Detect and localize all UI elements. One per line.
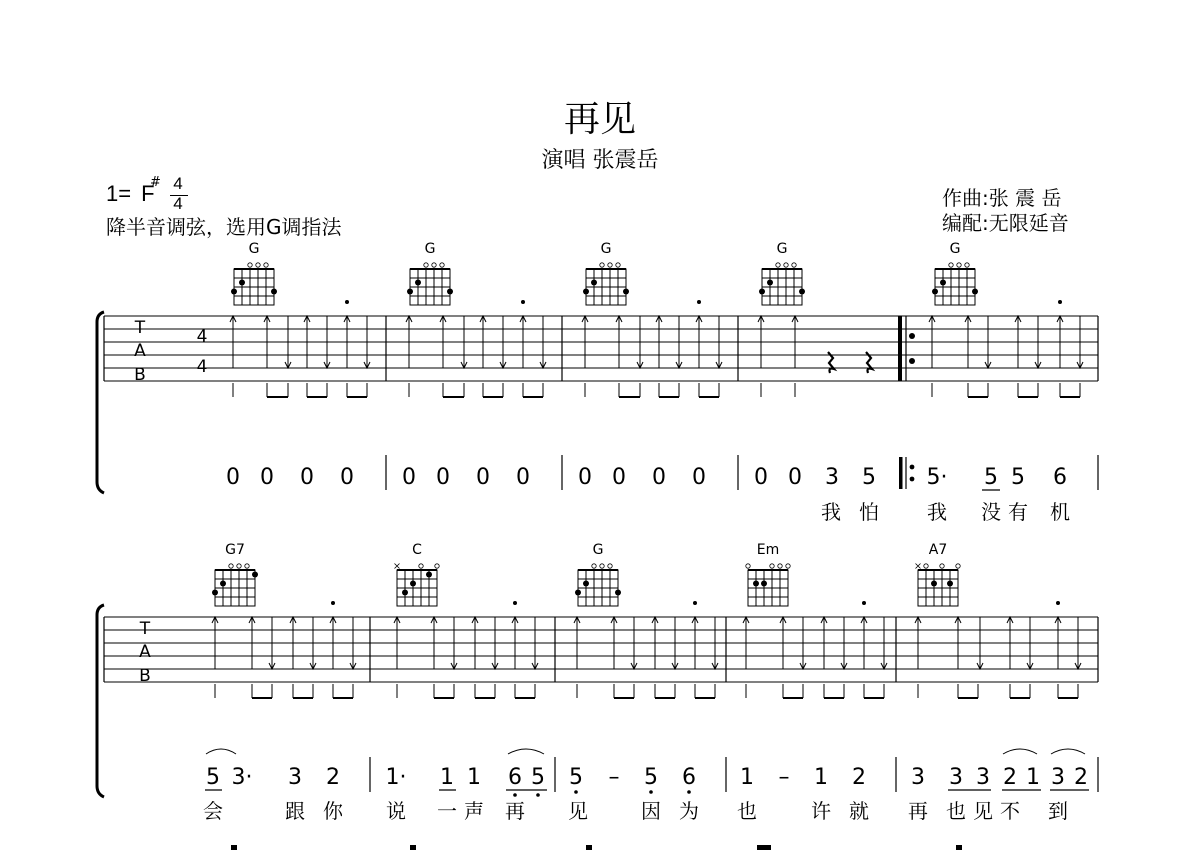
repeat-start-sign <box>898 316 915 381</box>
lyric: 也 <box>946 799 966 823</box>
jianpu-note: 0 <box>516 465 530 490</box>
open-string-mark <box>924 564 928 568</box>
barlines <box>104 316 1098 381</box>
chord-dot <box>415 280 421 286</box>
chord-dot <box>931 581 937 587</box>
chord-diagrams <box>212 542 960 606</box>
jianpu-note: 1 <box>440 765 454 790</box>
chord-dot <box>252 572 258 578</box>
staccato-dot <box>697 300 701 304</box>
chord-dot <box>932 289 938 295</box>
staccato-dot <box>1056 601 1060 605</box>
open-string-mark <box>746 564 750 568</box>
staccato-dot <box>513 601 517 605</box>
strum-pattern <box>212 601 1081 698</box>
muted-string-mark <box>916 564 921 569</box>
jianpu-note: 0 <box>612 465 626 490</box>
jianpu-note: 3 <box>825 465 839 490</box>
chord-dot <box>972 289 978 295</box>
system-1 <box>97 241 1098 524</box>
staccato-dot <box>693 601 697 605</box>
time-signature-bottom: 4 <box>173 194 183 213</box>
lyric: 就 <box>849 799 869 823</box>
lyrics-line <box>203 799 1068 823</box>
chord-dot <box>220 581 226 587</box>
chord-name: G <box>424 241 436 257</box>
tab-staff <box>104 617 1098 682</box>
open-string-mark <box>432 263 436 267</box>
chord-dot <box>591 280 597 286</box>
tie-arc <box>508 749 544 754</box>
chord-dot <box>271 289 277 295</box>
system-2 <box>97 542 1098 823</box>
chord-name: Em <box>756 542 780 558</box>
open-string-mark <box>778 564 782 568</box>
jianpu-note: 3 <box>949 765 963 790</box>
chord-dot <box>767 280 773 286</box>
jianpu-note: 1· <box>385 765 407 790</box>
open-string-mark <box>435 564 439 568</box>
jianpu-note: 5 <box>644 765 658 790</box>
jianpu-note: 1 <box>1026 765 1040 790</box>
chord-dot <box>402 590 408 596</box>
staccato-dot <box>331 601 335 605</box>
jianpu-note: 5· <box>926 465 948 490</box>
lyric: 声 <box>464 799 484 823</box>
jianpu-note: 2 <box>326 765 340 790</box>
open-string-mark <box>957 263 961 267</box>
jianpu-note: 0 <box>476 465 490 490</box>
jianpu-note: 0 <box>692 465 706 490</box>
low-octave-dot <box>513 793 517 797</box>
chord-dot <box>583 581 589 587</box>
open-string-mark <box>256 263 260 267</box>
song-title: 再见 <box>563 99 636 140</box>
jianpu-note: 2 <box>852 765 866 790</box>
jianpu-note: 0 <box>300 465 314 490</box>
lyric: 会 <box>203 799 223 823</box>
jianpu-note: – <box>608 765 620 790</box>
open-string-mark <box>940 564 944 568</box>
staccato-dot <box>862 601 866 605</box>
performer-line: 演唱 张震岳 <box>541 148 659 173</box>
chord-dot <box>231 289 237 295</box>
jianpu-note: 1 <box>814 765 828 790</box>
lyric: 我 <box>821 500 841 524</box>
lyric: 不 <box>1000 799 1020 823</box>
chord-dot <box>239 280 245 286</box>
jianpu-note: 3 <box>976 765 990 790</box>
chord-dot <box>615 590 621 596</box>
open-string-mark <box>600 564 604 568</box>
low-octave-dot <box>687 790 691 794</box>
time-signature-top: 4 <box>173 174 183 193</box>
jianpu-note: 1 <box>467 765 481 790</box>
jianpu-note: – <box>778 765 790 790</box>
chord-name: G <box>776 241 788 257</box>
system-brace <box>97 605 104 797</box>
jianpu-note: 5 <box>862 465 876 490</box>
lyric: 再 <box>908 799 928 823</box>
muted-string-mark <box>395 564 400 569</box>
jianpu-note: 0 <box>260 465 274 490</box>
low-octave-dot <box>536 793 540 797</box>
lyric: 没 <box>981 500 1001 524</box>
tab-letter-a: A <box>139 642 151 662</box>
tie-arc <box>1003 749 1037 754</box>
jianpu-note: 0 <box>578 465 592 490</box>
lyric: 为 <box>679 799 699 823</box>
open-string-mark <box>424 263 428 267</box>
open-string-mark <box>786 564 790 568</box>
strum-pattern <box>230 300 1083 397</box>
staff-time-top: 4 <box>196 327 208 347</box>
open-string-mark <box>592 564 596 568</box>
lyric: 到 <box>1048 799 1068 823</box>
lyric: 说 <box>386 799 406 823</box>
open-string-mark <box>600 263 604 267</box>
jianpu-note: 0 <box>226 465 240 490</box>
chord-dot <box>575 590 581 596</box>
jianpu-note: 1 <box>740 765 754 790</box>
jianpu-note: 6 <box>1053 465 1067 490</box>
open-string-mark <box>264 263 268 267</box>
chord-dot <box>753 581 759 587</box>
lyric: 怕 <box>859 500 879 524</box>
jianpu-note: 3 <box>1051 765 1065 790</box>
tab-letter-t: T <box>134 318 146 338</box>
chord-dot <box>426 572 432 578</box>
open-string-mark <box>608 263 612 267</box>
open-string-mark <box>949 263 953 267</box>
open-string-mark <box>229 564 233 568</box>
chord-dot <box>410 581 416 587</box>
arranger-credit: 编配:无限延音 <box>942 211 1069 235</box>
lyric: 许 <box>811 799 831 823</box>
open-string-mark <box>248 263 252 267</box>
open-string-mark <box>419 564 423 568</box>
low-octave-dot <box>574 790 578 794</box>
tab-letter-t: T <box>139 619 151 639</box>
lyric: 你 <box>323 799 343 823</box>
jianpu-note: 5 <box>531 765 545 790</box>
jianpu-note: 3· <box>231 765 253 790</box>
chord-name: G <box>592 542 604 558</box>
lyric: 跟 <box>285 799 305 823</box>
jianpu-note: 0 <box>788 465 802 490</box>
chord-dot <box>623 289 629 295</box>
jianpu-note: 6 <box>508 765 522 790</box>
tuning-note: 降半音调弦，选用G调指法 <box>106 215 342 239</box>
tie-arc <box>1051 749 1085 754</box>
chord-dot <box>761 581 767 587</box>
chord-name: C <box>412 542 422 558</box>
lyric: 见 <box>973 799 993 823</box>
jianpu-note: 0 <box>652 465 666 490</box>
open-string-mark <box>616 263 620 267</box>
jianpu-note: 0 <box>754 465 768 490</box>
chord-name: A7 <box>928 542 948 558</box>
chord-dot <box>947 581 953 587</box>
chord-dot <box>799 289 805 295</box>
open-string-mark <box>965 263 969 267</box>
tab-letter-b: B <box>134 365 146 385</box>
jianpu-note: 0 <box>436 465 450 490</box>
next-system-chords <box>231 845 962 850</box>
jianpu-note: 5 <box>1011 465 1025 490</box>
lyric: 我 <box>927 500 947 524</box>
open-string-mark <box>245 564 249 568</box>
staccato-dot <box>1058 300 1062 304</box>
barlines <box>104 617 1098 682</box>
jianpu-note: 2 <box>1074 765 1088 790</box>
lyric: 一 <box>437 799 457 823</box>
staccato-dot <box>345 300 349 304</box>
jianpu-note: 3 <box>288 765 302 790</box>
jianpu-note: 6 <box>682 765 696 790</box>
tab-staff <box>104 316 1098 381</box>
open-string-mark <box>608 564 612 568</box>
open-string-mark <box>784 263 788 267</box>
chord-name: G <box>248 241 260 257</box>
jianpu-note: 5 <box>206 765 220 790</box>
staff-time-bottom: 4 <box>196 357 208 377</box>
chord-diagrams <box>231 241 978 305</box>
chord-name: G <box>949 241 961 257</box>
jianpu-note: 5 <box>569 765 583 790</box>
chord-dot <box>940 280 946 286</box>
tab-letter-a: A <box>134 341 146 361</box>
lyric: 再 <box>505 799 525 823</box>
lyric: 因 <box>641 799 661 823</box>
sharp-symbol: # <box>150 175 161 190</box>
staccato-dot <box>521 300 525 304</box>
tab-letter-b: B <box>139 666 151 686</box>
key-prefix: 1= <box>106 181 132 206</box>
open-string-mark <box>440 263 444 267</box>
chord-dot <box>447 289 453 295</box>
low-octave-dot <box>649 790 653 794</box>
chord-name: G7 <box>225 542 245 558</box>
open-string-mark <box>956 564 960 568</box>
lyric: 有 <box>1008 500 1028 524</box>
chord-dot <box>407 289 413 295</box>
chord-dot <box>759 289 765 295</box>
composer-credit: 作曲:张 震 岳 <box>942 186 1062 210</box>
jianpu-note: 2 <box>1003 765 1017 790</box>
open-string-mark <box>792 263 796 267</box>
repeat-start-sign <box>899 457 914 489</box>
jianpu-note: 0 <box>402 465 416 490</box>
system-brace <box>97 312 104 493</box>
chord-name: G <box>600 241 612 257</box>
chord-dot <box>583 289 589 295</box>
jianpu-note: 3 <box>911 765 925 790</box>
key-note: F <box>141 181 155 206</box>
lyric: 机 <box>1050 500 1070 524</box>
open-string-mark <box>770 564 774 568</box>
chord-dot <box>212 590 218 596</box>
open-string-mark <box>776 263 780 267</box>
open-string-mark <box>237 564 241 568</box>
jianpu-note: 5 <box>984 465 998 490</box>
lyric: 见 <box>568 799 588 823</box>
jianpu-note: 0 <box>340 465 354 490</box>
lyric: 也 <box>737 799 757 823</box>
tie-arc <box>206 749 236 754</box>
